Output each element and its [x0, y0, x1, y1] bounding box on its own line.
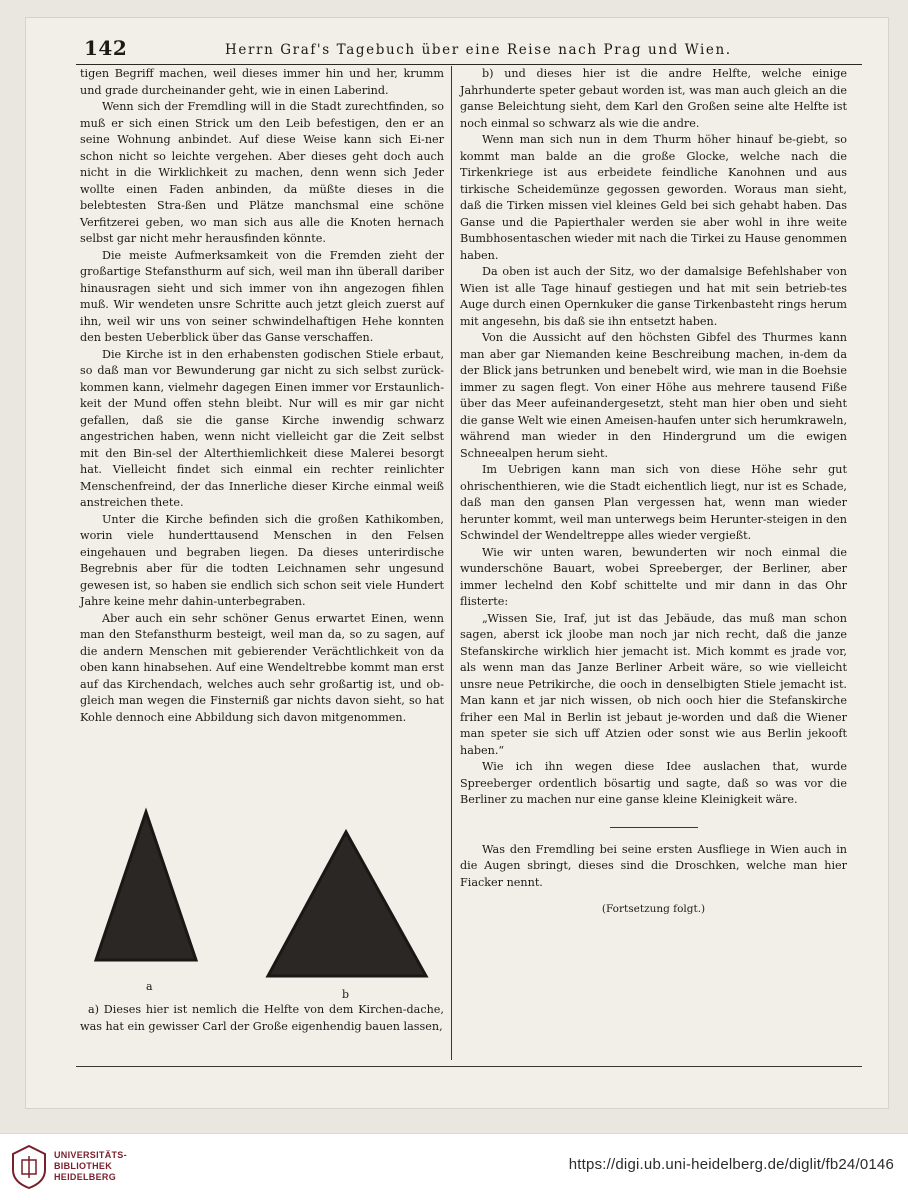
source-url[interactable]: https://digi.ub.uni-heidelberg.de/diglit/fb24/0146 [568, 1156, 894, 1173]
left-column-paragraph: Aber auch ein sehr schöner Genus erwartet Einen, wenn man den Stefansthurm besteigt, weil man da, so zu sagen, auf die andern Menschen mit gebierender Verächtlichkeit von da oben kann hinabsehen. Auf eine Wendeltrebbe kommt man erst auf das Kirchendach, welches auch sehr großartig ist, und ob-gleich man wegen die Finsterniß gar nichts davon sieht, so hat Kohle dennoch eine Abbildung sich davon mitgenommen. [80, 611, 444, 724]
triangle-a [96, 812, 196, 960]
library-name-line3: HEIDELBERG [54, 1172, 117, 1182]
right-column-paragraph: Im Uebrigen kann man sich von diese Höhe sehr gut ohrischenthieren, wie die Stadt eichentlich liegt, nur ist es Schade, daß man den gansen Plan vergessen hat, wenn man wieder herunter kommt, weil man unterwegs beim Herunter-steigen in den Schwindel der Wendeltreppe alles wieder vergießt. [460, 463, 847, 542]
roof-triangles-svg [92, 800, 442, 1000]
header-rule [76, 64, 862, 65]
page-number: 142 [84, 36, 128, 60]
section-rule [610, 827, 698, 828]
right-column-paragraph: Da oben ist auch der Sitz, wo der damalsige Befehlshaber von Wien ist alle Tage hinauf gestiegen und hat mit sein betrieb-tes Auge durch einen Opernkuker die ganse Tirkenbasteht rings herum mit angesehn, bis daß sie ihn entsetzt haben. [460, 265, 847, 328]
left-column [80, 66, 444, 726]
left-column-paragraph: Die meiste Aufmerksamkeit von die Fremden zieht der großartige Stefansthurm auf sich, weil man ihn überall dariber hinausragen sieht und sich immer von ihn angezogen fihlen muß. Wir wendeten unsre Schritte auch jetzt gleich zuerst auf ihn, weil wir uns von seiner schwindelhaftigen Hehe konnten den besten Ueberblick über das Ganse verschaffen. [80, 248, 444, 344]
left-column-paragraph: Wenn sich der Fremdling will in die Stadt zurechtfinden, so muß er sich einen Strick um den Leib befestigen, den er an seine Wohnung anbindet. Auf diese Weise kann sich Ei-ner schon nicht so leichte vergehen. Aber dieses geht doch auch nicht in die Wirklichkeit zu machen, denn wenn sich Jeder wollte einen Faden anbinden, da müßte dieses in die belebtesten Stra-ßen und Plätze manchsmal eine schöne Verfitzerei geben, wo man sich aus alle die Knoten hernach selbst gar nicht mehr herausfinden könnte. [80, 100, 444, 245]
right-column [460, 66, 847, 918]
bottom-rule [76, 1066, 862, 1067]
left-column-paragraph: tigen Begriff machen, weil dieses immer hin und her, krumm und grade durcheinander geht, wie in einen Laberind. [80, 67, 444, 97]
figure-label-a: a [146, 980, 153, 993]
continued-label: (Fortsetzung folgt.) [601, 903, 706, 915]
right-column-paragraph: „Wissen Sie, Iraf, jut ist das Jebäude, das muß man schon sagen, aberst ick jloobe man noch jar nich recht, daß die janze Stefanskirche wirklich hier jemacht ist. Mich kommt es jrade vor, als wenn man das Janze Berliner Arbeit wäre, so wie vielleicht unsre neue Petrikirche, die ooch in denselbigten Stiele jemacht ist. Man kann et jar nich wissen, ob nich ooch hier die Stefanskirche friher een Mal in Berlin ist jebaut je-worden und daß die Wiener man speter sie sich uff Atzien oder sonst wie aus Berlin jekooft haben.“ [460, 611, 847, 757]
library-name-line2: BIBLIOTHEK [54, 1161, 112, 1171]
running-title: Herrn Graf's Tagebuch über eine Reise nach Prag und Wien. [225, 42, 732, 58]
footnote-a-text: a) Dieses hier ist nemlich die Helfte von dem Kirchen-dache, was hat ein gewisser Carl der Große eigenhendig bauen lassen, [80, 1003, 444, 1033]
right-column-paragraph: Wie ich ihn wegen diese Idee auslachen that, wurde Spreeberger ordentlich bösartig und sagte, daß so was vor die Berliner zu machen nur eine ganse kleine Kleinigkeit wäre. [460, 760, 847, 806]
figure-label-b: b [342, 988, 350, 1001]
library-seal-icon [10, 1144, 48, 1190]
left-column-paragraph: Unter die Kirche befinden sich die großen Kathikomben, worin viele hunderttausend Menschen in den Felsen eingehauen und begraben liegen. Da dieses unterirdische Begrebnis aber für die todten Leichnamen sehr ungesund gewesen ist, so haben sie endlich sich schon seit viele Hundert Jahre keine mehr dahin-unterbegraben. [80, 512, 444, 608]
roof-illustration [92, 800, 442, 1000]
right-column-paragraph: Wenn man sich nun in dem Thurm höher hinauf be-giebt, so kommt man balde an die große Glocke, welche nach die Tirkenkriege ist aus erbeidete feindliche Kanohnen und aus tirkische Scheidemünze gegossen geworden. Woraus man sieht, daß die Tirken missen viel kleines Geld bei sich gehabt haben. Das Ganse und die Papierthaler werden sie aber wohl in ihre weite Bumbhosentaschen wieder mit nach die Tirkei zu Hause genommen haben. [460, 133, 847, 262]
library-name [54, 1150, 127, 1183]
right-column-paragraph: Wie wir unten waren, bewunderten wir noch einmal die wunderschöne Bauart, wobei Spreeberger, der Berliner, aber immer lechelnd den Kobf schittelte und mir dann in das Ohr flisterte: [460, 545, 847, 608]
right-column-paragraph: b) und dieses hier ist die andre Helfte, welche einige Jahrhunderte speter gebaut worden ist, was man auch gleich an die ganse Beleichtung sieht, dem Karl den Großen seine alte Helfte ist noch einmal so schwarz als wie die andre. [460, 67, 847, 130]
right-column-paragraph: Was den Fremdling bei seine ersten Ausfliege in Wien auch in die Augen sbringt, dieses sind die Droschken, welche man hier Fiacker nennt. [460, 842, 847, 889]
triangle-b [268, 832, 426, 976]
right-column-paragraph: Von die Aussicht auf den höchsten Gibfel des Thurmes kann man aber gar Niemanden keine Beschreibung machen, in-dem da der Blick jans betrunken und benebelt wird, wie man in die Boehsie immer zu sagen flegt. Von einer Höhe aus mehrere tausend Fiße über das Meer aufeinandergesetzt, steht man hier oben und sieht die ganse Welt wie einen Ameisen-haufen unter sich herumkraweln, während man wieder in den Hindergrund um die ewigen Schneealpen herum sieht. [460, 331, 847, 460]
library-footer [0, 1133, 908, 1200]
left-column-paragraph: Die Kirche ist in den erhabensten godischen Stiele erbaut, so daß man vor Bewunderung gar nicht zu sich selbst zurück-kommen kann, vielmehr dagegen Einen immer vor Erstaunlich-keit der Mund offen stehn bleibt. Nur will es mir gar nicht gefallen, daß sie die ganse Kirche inwendig schwarz angestrichen haben, wenn nicht vielleicht gar die Zeit selbst mit den Bin-sel der Alterthiemlichkeit diese Malerei besorgt hat. Vielleicht findet sich einmal ein rechter reinlichter Menschenfreind, der das Innerliche dieser Kirche einmal weiß anstreichen thete. [80, 347, 444, 509]
footnote-a [80, 1002, 444, 1035]
column-divider [451, 66, 452, 1060]
library-name-line1: UNIVERSITÄTS- [54, 1150, 127, 1160]
